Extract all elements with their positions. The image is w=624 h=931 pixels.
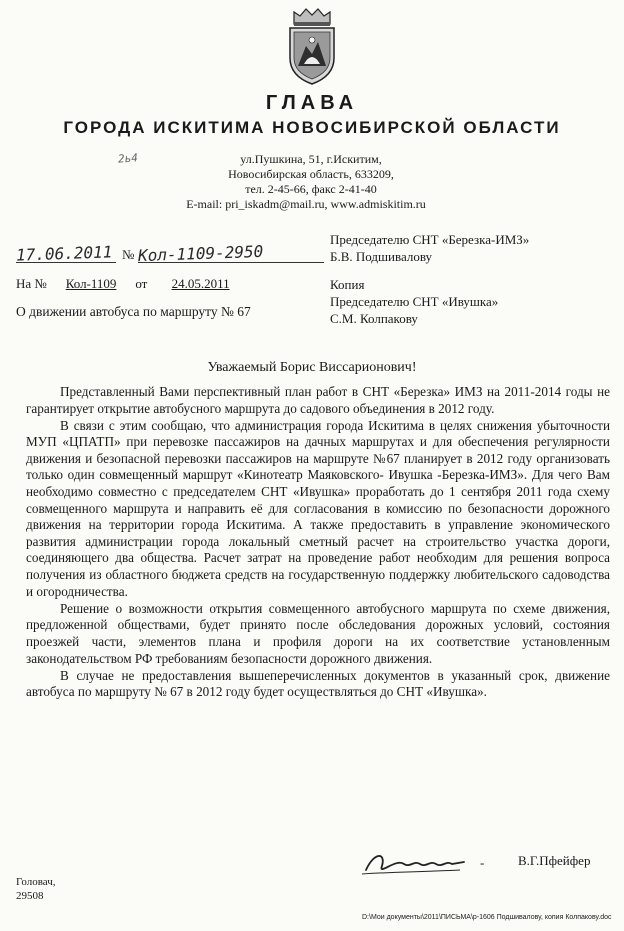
signatory-name: В.Г.Пфейфер (518, 853, 591, 868)
date-underline (16, 262, 116, 263)
handwritten-signature (360, 848, 470, 878)
reply-number: Кол-1109 (65, 276, 117, 291)
salutation: Уважаемый Борис Виссарионович! (207, 360, 417, 375)
executor-phone: 29508 (16, 890, 44, 902)
body-paragraph: Решение о возможности открытия совмещенного автобусного маршрута по схеме движения, предложенной обществами, будет принято после обследования дорожных условий, состояния проезжей части, элементов плана и профиля дороги на их соответствие установленным законодательством РФ требованиям безопасности дорожного движения. (26, 600, 610, 666)
executor-name: Головач, (16, 876, 56, 888)
coat-of-arms-emblem (284, 6, 340, 86)
reply-from: от (135, 276, 148, 291)
reply-prefix: На № (16, 276, 47, 291)
file-path: D:\Мои документы\2011\ПИСЬМА\р-1606 Подшивалову, копия Колпакову.doc (362, 914, 612, 921)
copy-recipient-title: Председателю СНТ «Ивушка» (330, 294, 499, 309)
outgoing-date: 17.06.2011 (15, 242, 113, 265)
copy-label: Копия (330, 277, 365, 292)
body-paragraph: В связи с этим сообщаю, что администрация города Искитима в целях снижения убыточности МУП «ЦПАТП» при перевозке пассажиров на дачных маршрутах и для обеспечения регулярности движения и безопасной перевозки пассажиров на маршруте №67 планирует в 2012 году организовать только один совмещенный маршрут «Кинотеатр Маяковского- Ивушка -Березка-ИМЗ». Для чего Вам необходимо совместно с председателем СНТ «Ивушка» проработать до 1 сентября 2011 года схему совмещенного маршрута и направить её для согласования в комиссию по безопасности дорожного движения на территории города Искитима. А также предоставить в управление экономического развития администрации города локальный сметный расчет на строительство участка дороги, соединяющего два общества. Расчет затрат на проведение работ необходим для решения вопроса получения из областного бюджета средств на государственную поддержку любительского садоводства и огородничества. (26, 417, 610, 599)
address-line: Новосибирская область, 633209, (228, 167, 394, 181)
outgoing-number: Кол-1109-2950 (137, 241, 264, 266)
subject-line: О движении автобуса по маршруту № 67 (16, 304, 251, 319)
recipient-block (330, 231, 529, 265)
number-sign: № (122, 247, 135, 262)
body-paragraph: В случае не предоставления вышеперечисленных документов в указанный срок, движение автобуса по маршруту № 67 в 2012 году будет осуществляться до СНТ «Ивушка». (26, 667, 610, 700)
copy-recipient-name: С.М. Колпакову (330, 311, 418, 326)
reply-date: 24.05.2011 (171, 276, 230, 291)
reply-reference (16, 276, 251, 292)
copy-block (330, 276, 498, 327)
letterhead-title: ГЛАВА (265, 92, 359, 114)
number-underline (138, 262, 324, 263)
letter-body (26, 384, 610, 701)
body-paragraph: Представленный Вами перспективный план работ в СНТ «Березка» ИМЗ на 2011-2014 годы не гарантирует открытие автобусного маршрута до садового объединения в 2012 году. (26, 384, 610, 416)
registration-mark: 2ь4 (117, 151, 139, 166)
address-block (180, 152, 442, 212)
outgoing-reference (15, 241, 326, 266)
address-line: тел. 2-45-66, факс 2-41-40 (245, 182, 377, 196)
email-web-line: E-mail: pri_iskadm@mail.ru, www.admiskitim.ru (186, 197, 426, 211)
recipient-title: Председателю СНТ «Березка-ИМЗ» (330, 232, 530, 247)
recipient-name: Б.В. Подшивалову (330, 249, 433, 264)
signature-dash: - (480, 855, 485, 870)
letterhead-subtitle: ГОРОДА ИСКИТИМА НОВОСИБИРСКОЙ ОБЛАСТИ (63, 118, 561, 137)
address-line: ул.Пушкина, 51, г.Искитим, (240, 152, 382, 166)
